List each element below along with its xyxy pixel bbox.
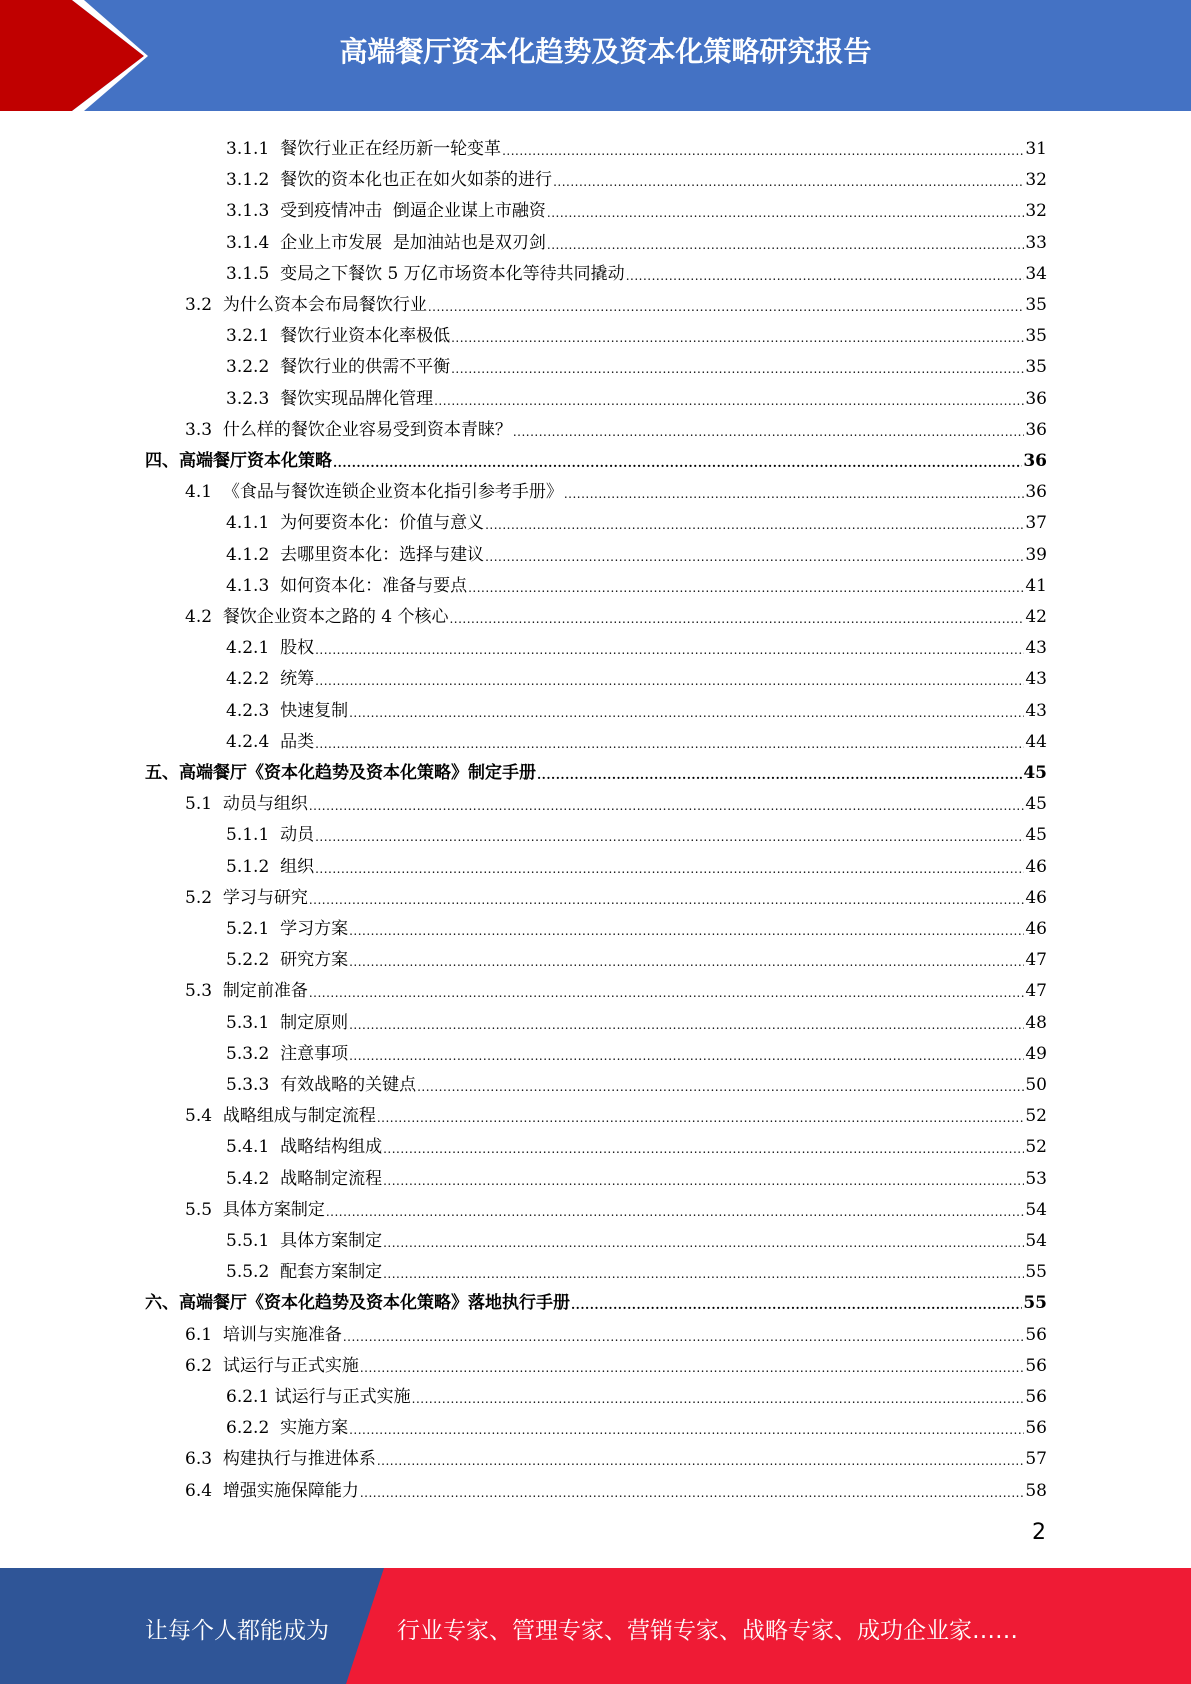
toc-entry-label: 四、高端餐厅资本化策略 [145, 451, 332, 471]
dot-leader [553, 174, 1024, 190]
dot-leader [513, 424, 1025, 440]
toc-entry-label: 3.1.4 企业上市发展 是加油站也是双刃剑 [226, 232, 546, 253]
toc-entry-label: 4.1.3 如何资本化：准备与要点 [226, 575, 468, 596]
footer-slogan-left: 让每个人都能成为 [145, 1618, 329, 1644]
toc-entry-label: 5.2.2 研究方案 [226, 950, 349, 971]
dot-leader [383, 1173, 1024, 1189]
dot-leader [383, 1235, 1024, 1251]
toc-entry-label: 5.1.2 组织 [226, 856, 315, 877]
dot-leader [412, 1391, 1025, 1407]
dot-leader [377, 1453, 1025, 1469]
dot-leader [502, 143, 1024, 159]
toc-entry-label: 6.4 增强实施保障能力 [185, 1480, 359, 1501]
footer-slogan-right: 行业专家、管理专家、营销专家、战略专家、成功企业家…… [397, 1618, 1018, 1644]
toc-entry-page: 52 [1025, 1137, 1047, 1158]
toc-entry[interactable] [185, 1438, 1047, 1469]
dot-leader [309, 798, 1025, 814]
toc-entry-label: 3.2.3 餐饮实现品牌化管理 [226, 388, 434, 409]
toc-entry-page: 45 [1025, 794, 1047, 815]
toc-entry-page: 47 [1025, 981, 1047, 1002]
toc-entry[interactable] [145, 440, 1047, 471]
toc-entry-page: 56 [1025, 1387, 1047, 1407]
page-footer [0, 1568, 1191, 1684]
toc-entry[interactable] [226, 128, 1047, 159]
toc-entry[interactable] [226, 690, 1047, 721]
toc-entry-page: 36 [1025, 419, 1047, 440]
toc-entry[interactable] [185, 471, 1047, 502]
toc-entry-page: 46 [1025, 919, 1047, 939]
toc-entry-page: 45 [1025, 825, 1047, 846]
toc-entry-label: 6.2 试运行与正式实施 [185, 1355, 359, 1376]
toc-entry[interactable] [185, 284, 1047, 315]
toc-entry-page: 58 [1025, 1480, 1047, 1501]
dot-leader [547, 237, 1024, 253]
dot-leader [343, 1329, 1025, 1345]
toc-entry-label: 4.2.4 品类 [226, 731, 315, 752]
dot-leader [349, 1048, 1024, 1064]
toc-entry-page: 46 [1025, 887, 1047, 908]
toc-entry-label: 3.1.5 变局之下餐饮 5 万亿市场资本化等待共同撬动 [226, 263, 625, 284]
dot-leader [468, 580, 1024, 596]
toc-entry[interactable] [226, 1407, 1047, 1438]
toc-entry[interactable] [226, 159, 1047, 190]
toc-entry[interactable] [226, 1158, 1047, 1189]
dot-leader [349, 923, 1024, 939]
toc-entry-page: 46 [1025, 856, 1047, 877]
toc-entry[interactable] [226, 534, 1047, 565]
toc-entry-page: 32 [1025, 201, 1047, 222]
toc-entry[interactable] [226, 315, 1047, 346]
toc-entry-label: 4.2.1 股权 [226, 638, 315, 659]
toc-entry-label: 4.2 餐饮企业资本之路的 4 个核心 [185, 607, 449, 627]
dot-leader [377, 1110, 1025, 1126]
toc-entry[interactable] [226, 1220, 1047, 1251]
toc-entry[interactable] [185, 877, 1047, 908]
toc-entry-page: 44 [1025, 731, 1047, 752]
toc-entry[interactable] [185, 1314, 1047, 1345]
dot-leader [564, 486, 1025, 502]
dot-leader [451, 361, 1024, 377]
toc-entry-label: 4.2.3 快速复制 [226, 700, 349, 721]
toc-entry-label: 3.2.2 餐饮行业的供需不平衡 [226, 357, 451, 378]
dot-leader [451, 330, 1024, 346]
dot-leader [383, 1266, 1024, 1282]
dot-leader [349, 1017, 1024, 1033]
toc-entry[interactable] [226, 1033, 1047, 1064]
toc-entry-label: 4.1 《食品与餐饮连锁企业资本化指引参考手册》 [185, 482, 563, 503]
toc-entry-page: 50 [1025, 1075, 1047, 1095]
toc-entry-page: 49 [1025, 1043, 1047, 1064]
dot-leader [626, 268, 1025, 284]
toc-entry-page: 45 [1023, 763, 1047, 783]
toc-entry-label: 五、高端餐厅《资本化趋势及资本化策略》制定手册 [145, 763, 536, 783]
toc-entry-label: 4.2.2 统筹 [226, 669, 315, 690]
toc-entry-label: 5.3.2 注意事项 [226, 1043, 349, 1064]
dot-leader [326, 1204, 1025, 1220]
toc-entry-page: 54 [1025, 1199, 1047, 1220]
dot-leader [449, 611, 1024, 627]
dot-leader [571, 1297, 1022, 1313]
toc-entry-page: 55 [1023, 1293, 1047, 1314]
dot-leader [428, 299, 1025, 315]
dot-leader [383, 1141, 1024, 1157]
page-header [0, 0, 1191, 111]
toc-entry[interactable] [226, 565, 1047, 596]
toc-entry-label: 5.3.3 有效战略的关键点 [226, 1075, 417, 1095]
dot-leader [315, 673, 1024, 689]
dot-leader [360, 1485, 1025, 1501]
toc-entry-page: 33 [1025, 232, 1047, 253]
dot-leader [309, 985, 1025, 1001]
toc-entry-label: 5.5 具体方案制定 [185, 1199, 325, 1220]
toc-entry-label: 6.3 构建执行与推进体系 [185, 1449, 376, 1470]
toc-entry[interactable] [185, 1470, 1047, 1501]
toc-entry-label: 6.1 培训与实施准备 [185, 1324, 342, 1345]
toc-entry[interactable] [226, 1064, 1047, 1095]
toc-entry-page: 54 [1025, 1231, 1047, 1251]
dot-leader [485, 549, 1024, 565]
dot-leader [315, 861, 1024, 877]
toc-entry-page: 53 [1025, 1168, 1047, 1189]
toc-entry-page: 43 [1025, 700, 1047, 721]
toc-entry[interactable] [226, 814, 1047, 845]
toc-entry-label: 5.5.1 具体方案制定 [226, 1231, 383, 1251]
toc-entry-page: 37 [1025, 513, 1047, 534]
toc-entry[interactable] [226, 908, 1047, 939]
toc-entry[interactable] [226, 1126, 1047, 1157]
toc-entry-page: 34 [1025, 263, 1047, 284]
toc-entry-page: 32 [1025, 170, 1047, 191]
toc-entry-page: 35 [1025, 357, 1047, 378]
toc-entry[interactable] [226, 939, 1047, 970]
document-title: 高端餐厅资本化趋势及资本化策略研究报告 [339, 35, 872, 68]
toc-entry-label: 5.4.1 战略结构组成 [226, 1137, 383, 1158]
dot-leader [537, 767, 1022, 783]
toc-entry-label: 5.4 战略组成与制定流程 [185, 1106, 376, 1127]
dot-leader [315, 642, 1024, 658]
toc-entry-label: 六、高端餐厅《资本化趋势及资本化策略》落地执行手册 [145, 1293, 570, 1314]
toc-entry[interactable] [226, 346, 1047, 377]
toc-entry[interactable] [185, 1189, 1047, 1220]
toc-entry[interactable] [226, 721, 1047, 752]
toc-entry-label: 4.1.1 为何要资本化：价值与意义 [226, 513, 485, 534]
dot-leader [349, 705, 1024, 721]
toc-entry-label: 5.3.1 制定原则 [226, 1012, 349, 1033]
dot-leader [485, 517, 1024, 533]
toc-entry[interactable] [226, 378, 1047, 409]
toc-entry-label: 3.1.2 餐饮的资本化也正在如火如荼的进行 [226, 170, 553, 191]
toc-entry-label: 3.2 为什么资本会布局餐饮行业 [185, 295, 427, 315]
toc-entry-page: 35 [1025, 295, 1047, 315]
dot-leader [417, 1079, 1024, 1095]
toc-entry-page: 36 [1023, 451, 1047, 471]
toc-entry-page: 57 [1025, 1449, 1047, 1470]
toc-entry[interactable] [185, 783, 1047, 814]
toc-entry-page: 47 [1025, 950, 1047, 971]
toc-entry[interactable] [226, 846, 1047, 877]
toc-entry[interactable] [226, 253, 1047, 284]
toc-entry-label: 3.3 什么样的餐饮企业容易受到资本青睐？ [185, 419, 512, 440]
dot-leader [333, 455, 1022, 471]
toc-entry[interactable] [145, 1282, 1047, 1313]
dot-leader [315, 736, 1024, 752]
toc-entry-label: 5.3 制定前准备 [185, 981, 308, 1002]
dot-leader [434, 393, 1024, 409]
toc-entry[interactable] [226, 1002, 1047, 1033]
toc-entry-page: 48 [1025, 1012, 1047, 1033]
toc-entry-label: 4.1.2 去哪里资本化：选择与建议 [226, 544, 485, 565]
toc-entry[interactable] [226, 1376, 1047, 1407]
toc-entry[interactable] [145, 752, 1047, 783]
toc-entry-page: 36 [1025, 482, 1047, 503]
toc-entry-label: 5.1.1 动员 [226, 825, 315, 846]
toc-entry-page: 36 [1025, 388, 1047, 409]
toc-entry-page: 31 [1025, 139, 1047, 159]
toc-entry[interactable] [226, 222, 1047, 253]
toc-entry[interactable] [226, 627, 1047, 658]
toc-entry-label: 5.5.2 配套方案制定 [226, 1262, 383, 1283]
toc-entry[interactable] [185, 409, 1047, 440]
toc-entry-label: 6.2.1 试运行与正式实施 [226, 1387, 411, 1407]
toc-entry-page: 55 [1025, 1262, 1047, 1283]
toc-entry-page: 56 [1025, 1355, 1047, 1376]
toc-entry-label: 3.1.1 餐饮行业正在经历新一轮变革 [226, 139, 502, 159]
toc-entry-label: 3.1.3 受到疫情冲击 倒逼企业谋上市融资 [226, 201, 546, 222]
dot-leader [349, 1422, 1024, 1438]
toc-entry-page: 41 [1025, 575, 1047, 596]
dot-leader [360, 1360, 1025, 1376]
dot-leader [315, 829, 1024, 845]
toc-entry[interactable] [226, 502, 1047, 533]
toc-entry[interactable] [185, 1095, 1047, 1126]
toc-entry[interactable] [226, 1251, 1047, 1282]
toc-entry-label: 6.2.2 实施方案 [226, 1418, 349, 1439]
page-number: 2 [1032, 1520, 1046, 1545]
toc-entry[interactable] [226, 190, 1047, 221]
toc-entry-label: 5.1 动员与组织 [185, 794, 308, 815]
toc-entry-page: 52 [1025, 1106, 1047, 1127]
toc-entry[interactable] [185, 596, 1047, 627]
toc-entry-page: 43 [1025, 669, 1047, 690]
toc-entry-page: 42 [1025, 607, 1047, 627]
dot-leader [309, 892, 1025, 908]
toc-entry[interactable] [185, 970, 1047, 1001]
toc-entry-page: 43 [1025, 638, 1047, 659]
toc-entry-page: 39 [1025, 544, 1047, 565]
toc-entry-label: 5.2 学习与研究 [185, 887, 308, 908]
dot-leader [349, 954, 1024, 970]
toc-entry[interactable] [226, 658, 1047, 689]
toc-entry-page: 56 [1025, 1418, 1047, 1439]
toc-entry-label: 5.2.1 学习方案 [226, 919, 349, 939]
toc-entry-label: 5.4.2 战略制定流程 [226, 1168, 383, 1189]
dot-leader [547, 205, 1024, 221]
toc-entry-page: 56 [1025, 1324, 1047, 1345]
toc-entry[interactable] [185, 1345, 1047, 1376]
toc-entry-page: 35 [1025, 326, 1047, 347]
toc-entry-label: 3.2.1 餐饮行业资本化率极低 [226, 326, 451, 347]
